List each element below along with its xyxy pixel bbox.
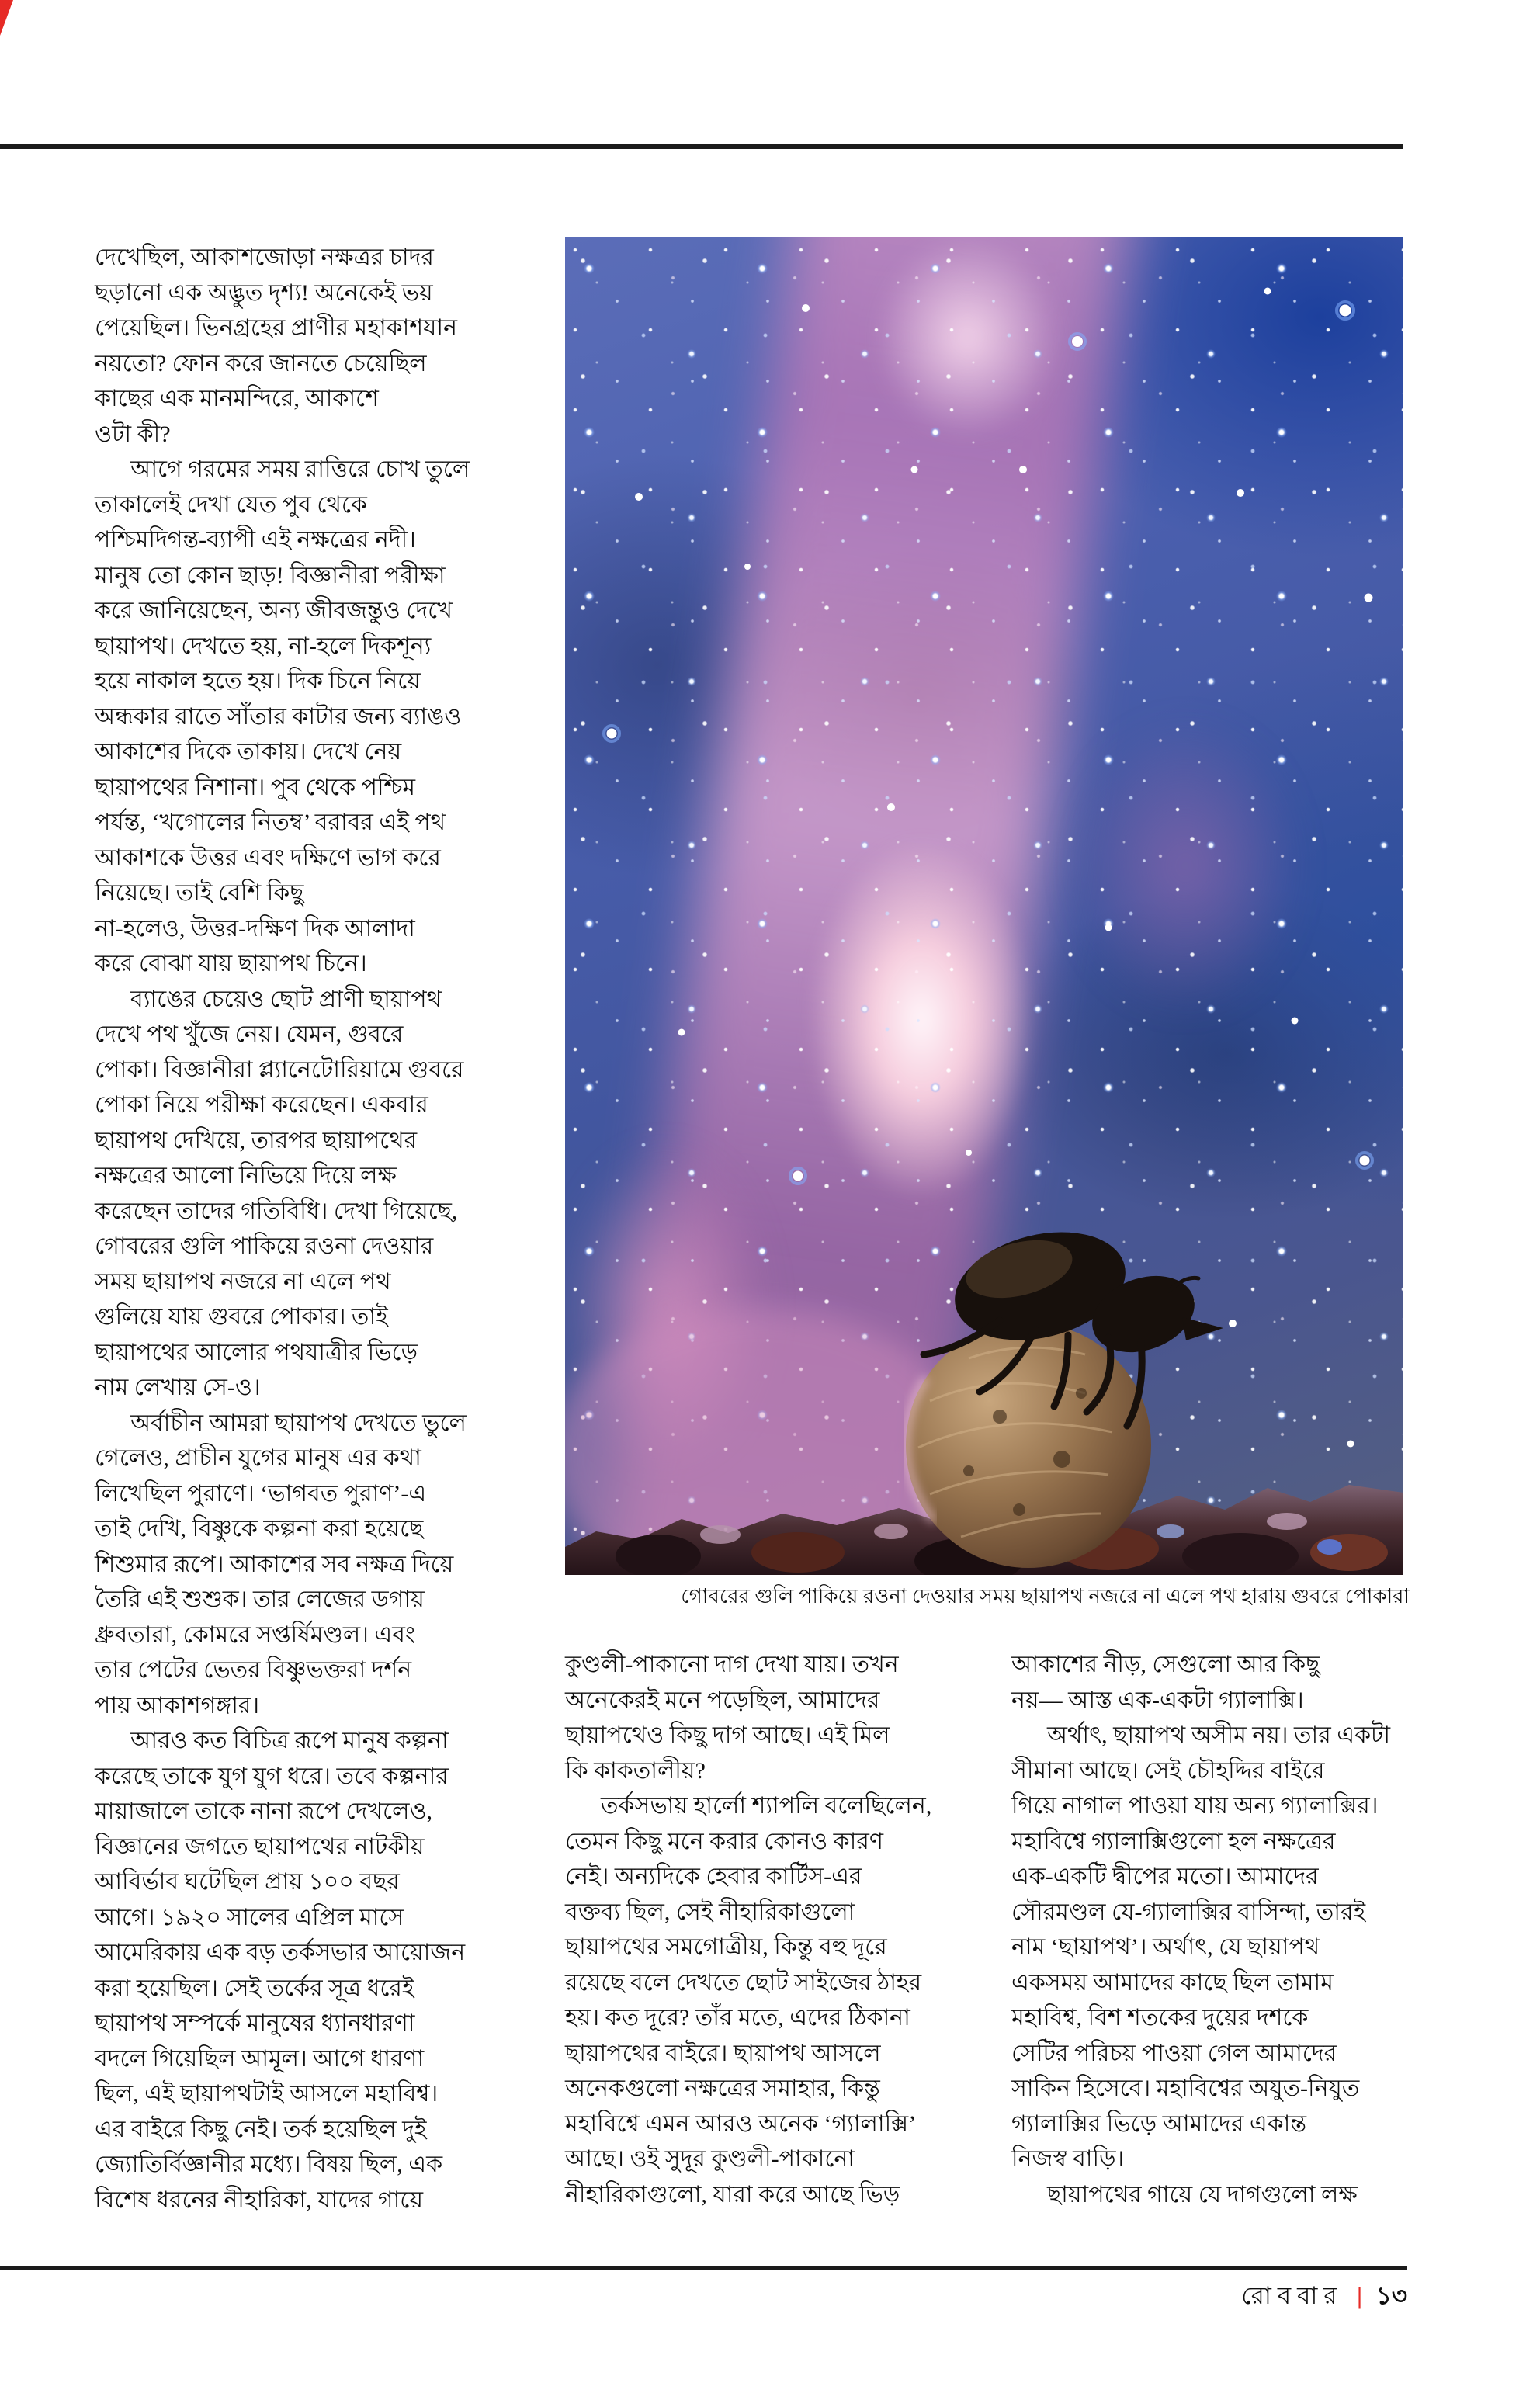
text-line: সাকিন হিসেবে। মহাবিশ্বের অযুত-নিযুত [1011,2076,1360,2101]
text-line: ছায়াপথের সমগোত্রীয়, কিন্তু বহু দূরে [565,1934,887,1960]
text-line: পশ্চিমদিগন্ত-ব্যাপী এই নক্ষত্রের নদী। [95,527,416,553]
text-line: মহাবিশ্ব, বিশ শতকের দুয়ের দশকে [1011,2005,1309,2031]
text-line: নিয়েছে। তাই বেশি কিছু [95,880,304,906]
text-line: সময় ছায়াপথ নজরে না এলে পথ [95,1268,391,1295]
text-line: বিশেষ ধরনের নীহারিকা, যাদের গায়ে [95,2187,424,2213]
text-line: ছায়াপথেও কিছু দাগ আছে। এই মিল [565,1722,890,1748]
text-line: মানুষ তো কোন ছাড়! বিজ্ঞানীরা পরীক্ষা [95,562,446,588]
text-line: বদলে গিয়েছিল আমূল। আগে ধারণা [95,2045,425,2072]
text-line: ছায়াপথের বাইরে। ছায়াপথ আসলে [565,2040,881,2066]
text-line: গেলেও, প্রাচীন যুগের মানুষ এর কথা [95,1445,421,1471]
text-line: অর্থাৎ, ছায়াপথ অসীম নয়। তার একটা [1047,1722,1391,1748]
text-line: পায় আকাশগঙ্গার। [95,1692,260,1718]
text-line: নিজস্ব বাড়ি। [1011,2146,1125,2172]
text-line: তাই দেখি, বিষ্ণুকে কল্পনা করা হয়েছে [95,1516,424,1542]
text-line: মহাবিশ্বে গ্যালাক্সিগুলো হল নক্ষত্রের [1011,1828,1336,1854]
text-line: করে জানিয়েছেন, অন্য জীবজন্তুও দেখে [95,598,453,623]
text-line: করা হয়েছিল। সেই তর্কের সূত্র ধরেই [95,1975,414,2001]
text-line: দেখেছিল, আকাশজোড়া নক্ষত্রর চাদর [95,245,434,270]
text-line: রয়েছে বলে দেখতে ছোট সাইজের ঠাহর [565,1969,922,1996]
text-line: করেছে তাকে যুগ যুগ ধরে। তবে কল্পনার [95,1763,449,1789]
text-line: পর্যন্ত, ‘খগোলের নিতম্ব’ বরাবর এই পথ [95,810,446,835]
text-line: নক্ষত্রের আলো নিভিয়ে দিয়ে লক্ষ [95,1163,397,1188]
text-line: আছে। ওই সুদূর কুণ্ডলী-পাকানো [565,2146,855,2172]
text-line: সৌরমণ্ডল যে-গ্যালাক্সির বাসিন্দা, তারই [1011,1899,1366,1925]
corner-trim-mark [0,0,13,36]
text-line: অন্ধকার রাতে সাঁতার কাটার জন্য ব্যাঙও [95,703,462,730]
text-line: গোবরের গুলি পাকিয়ে রওনা দেওয়ার [95,1233,434,1259]
text-line: মহাবিশ্বে এমন আরও অনেক ‘গ্যালাক্সি’ [565,2110,917,2137]
text-line: গুলিয়ে যায় গুবরে পোকার। তাই [95,1304,388,1330]
text-line: আকাশকে উত্তর এবং দক্ষিণে ভাগ করে [95,844,441,871]
text-line: দেখে পথ খুঁজে নেয়। যেমন, গুবরে [95,1021,404,1047]
text-line: নীহারিকাগুলো, যারা করে আছে ভিড় [565,2181,900,2207]
text-line: ছায়াপথের আলোর পথযাত্রীর ভিড়ে [95,1339,418,1365]
text-line: তর্কসভায় হার্লো শ্যাপলি বলেছিলেন, [601,1793,932,1819]
text-line: এর বাইরে কিছু নেই। তর্ক হয়েছিল দুই [95,2116,427,2142]
text-line: জ্যোতির্বিজ্ঞানীর মধ্যে। বিষয় ছিল, এক [95,2152,443,2177]
text-line: গ্যালাক্সির ভিড়ে আমাদের একান্ত [1011,2110,1307,2137]
text-line: তার পেটের ভেতর বিষ্ণুভক্তরা দর্শন [95,1657,412,1683]
text-line: বক্তব্য ছিল, সেই নীহারিকাগুলো [565,1899,855,1925]
text-line: হয়। কত দূরে? তাঁর মতে, এদের ঠিকানা [565,2005,910,2031]
article-column-middle [565,1647,988,2212]
footer-separator: | [1357,2282,1362,2309]
text-line: ধ্রুবতারা, কোমরে সপ্তর্ষিমণ্ডল। এবং [95,1621,415,1648]
text-line: ছায়াপথ দেখিয়ে, তারপর ছায়াপথের [95,1127,418,1153]
text-line: নাম ‘ছায়াপথ’। অর্থাৎ, যে ছায়াপথ [1011,1934,1320,1960]
text-line: এক-একটি দ্বীপের মতো। আমাদের [1011,1864,1319,1889]
text-line: একসময় আমাদের কাছে ছিল তামাম [1011,1969,1334,1996]
text-line: মায়াজালে তাকে নানা রূপে দেখলেও, [95,1798,433,1824]
dung-beetle-illustration [565,237,1403,1575]
text-line: বিজ্ঞানের জগতে ছায়াপথের নাটকীয় [95,1833,425,1860]
text-line: ছায়াপথ সম্পর্কে মানুষের ধ্যানধারণা [95,2010,415,2036]
text-line: আগে। ১৯২০ সালের এপ্রিল মাসে [95,1904,404,1930]
text-line: হয়ে নাকাল হতে হয়। দিক চিনে নিয়ে [95,668,421,694]
text-line: নাম লেখায় সে-ও। [95,1375,261,1400]
text-line: আমেরিকায় এক বড় তর্কসভার আয়োজন [95,1940,466,1965]
text-line: ছায়াপথের গায়ে যে দাগগুলো লক্ষ [1047,2181,1358,2207]
text-line: ব্যাঙের চেয়েও ছোট প্রাণী ছায়াপথ [130,986,442,1012]
text-line: লিখেছিল পুরাণে। ‘ভাগবত পুরাণ’-এ [95,1480,427,1507]
photo-caption: গোবরের গুলি পাকিয়ে রওনা দেওয়ার সময় ছায়াপথ নজরে না এলে পথ হারায় গুবরে পোকারা [681,1585,1410,1607]
footer [0,2277,1407,2318]
text-line: নেই। অন্যদিকে হেবার কার্টিস-এর [565,1864,862,1889]
article-column-right [1011,1647,1411,2212]
text-line: শিশুমার রূপে। আকাশের সব নক্ষত্র দিয়ে [95,1551,454,1577]
text-line: আবির্ভাব ঘটেছিল প্রায় ১০০ বছর [95,1869,400,1895]
article-column-left [95,240,541,2218]
text-line: সেটির পরিচয় পাওয়া গেল আমাদের [1011,2040,1337,2066]
text-line: ছড়ানো এক অদ্ভুত দৃশ্য! অনেকেই ভয় [95,279,433,306]
text-line: ছায়াপথের নিশানা। পুব থেকে পশ্চিম [95,774,415,800]
text-line: ছিল, এই ছায়াপথটাই আসলে মহাবিশ্ব। [95,2081,439,2107]
text-line: অনেকগুলো নক্ষত্রের সমাহার, কিন্তু [565,2076,880,2101]
dung-ball [906,1323,1151,1568]
text-line: তৈরি এই শুশুক। তার লেজের ডগায় [95,1587,425,1612]
text-line: কাছের এক মানমন্দিরে, আকাশে [95,386,379,411]
text-line: ওটা কী? [95,421,171,447]
text-line: করে বোঝা যায় ছায়াপথ চিনে। [95,951,367,976]
text-line: আগে গরমের সময় রাত্তিরে চোখ তুলে [130,456,470,482]
text-line: আকাশের নীড়, সেগুলো আর কিছু [1011,1652,1320,1677]
text-line: কি কাকতালীয়? [565,1757,706,1784]
text-line: অনেকেরই মনে পড়েছিল, আমাদের [565,1687,880,1713]
text-line: তেমন কিছু মনে করার কোনও কারণ [565,1828,883,1854]
text-line: না-হলেও, উত্তর-দক্ষিণ দিক আলাদা [95,915,415,942]
text-line: পেয়েছিল। ভিনগ্রহের প্রাণীর মহাকাশযান [95,315,457,341]
text-line: গিয়ে নাগাল পাওয়া যায় অন্য গ্যালাক্সির। [1011,1793,1379,1819]
text-line: করেছেন তাদের গতিবিধি। দেখা গিয়েছে, [95,1198,458,1224]
text-line: কুণ্ডলী-পাকানো দাগ দেখা যায়। তখন [565,1652,899,1677]
top-rule [0,144,1403,149]
text-line: তাকালেই দেখা যেত পুব থেকে [95,491,367,518]
page-number: ১৩ [1375,2282,1407,2309]
milky-way-photo [565,237,1403,1575]
text-line: আকাশের দিকে তাকায়। দেখে নেয় [95,739,402,765]
text-line: আরও কত বিচিত্র রূপে মানুষ কল্পনা [130,1728,449,1753]
text-line: নয়তো? ফোন করে জানতে চেয়েছিল [95,350,427,376]
text-line: অর্বাচীন আমরা ছায়াপথ দেখতে ভুলে [130,1410,467,1436]
footer-rule [0,2266,1407,2270]
text-line: নয়— আস্ত এক-একটা গ্যালাক্সি। [1011,1687,1304,1713]
text-line: ছায়াপথ। দেখতে হয়, না-হলে দিকশূন্য [95,633,432,659]
text-line: পোকা নিয়ে পরীক্ষা করেছেন। একবার [95,1092,428,1118]
text-line: পোকা। বিজ্ঞানীরা প্ল্যানেটোরিয়ামে গুবরে [95,1056,464,1083]
text-line: সীমানা আছে। সেই চৌহদ্দির বাইরে [1011,1757,1325,1784]
magazine-name: রোববার [1241,2282,1344,2309]
